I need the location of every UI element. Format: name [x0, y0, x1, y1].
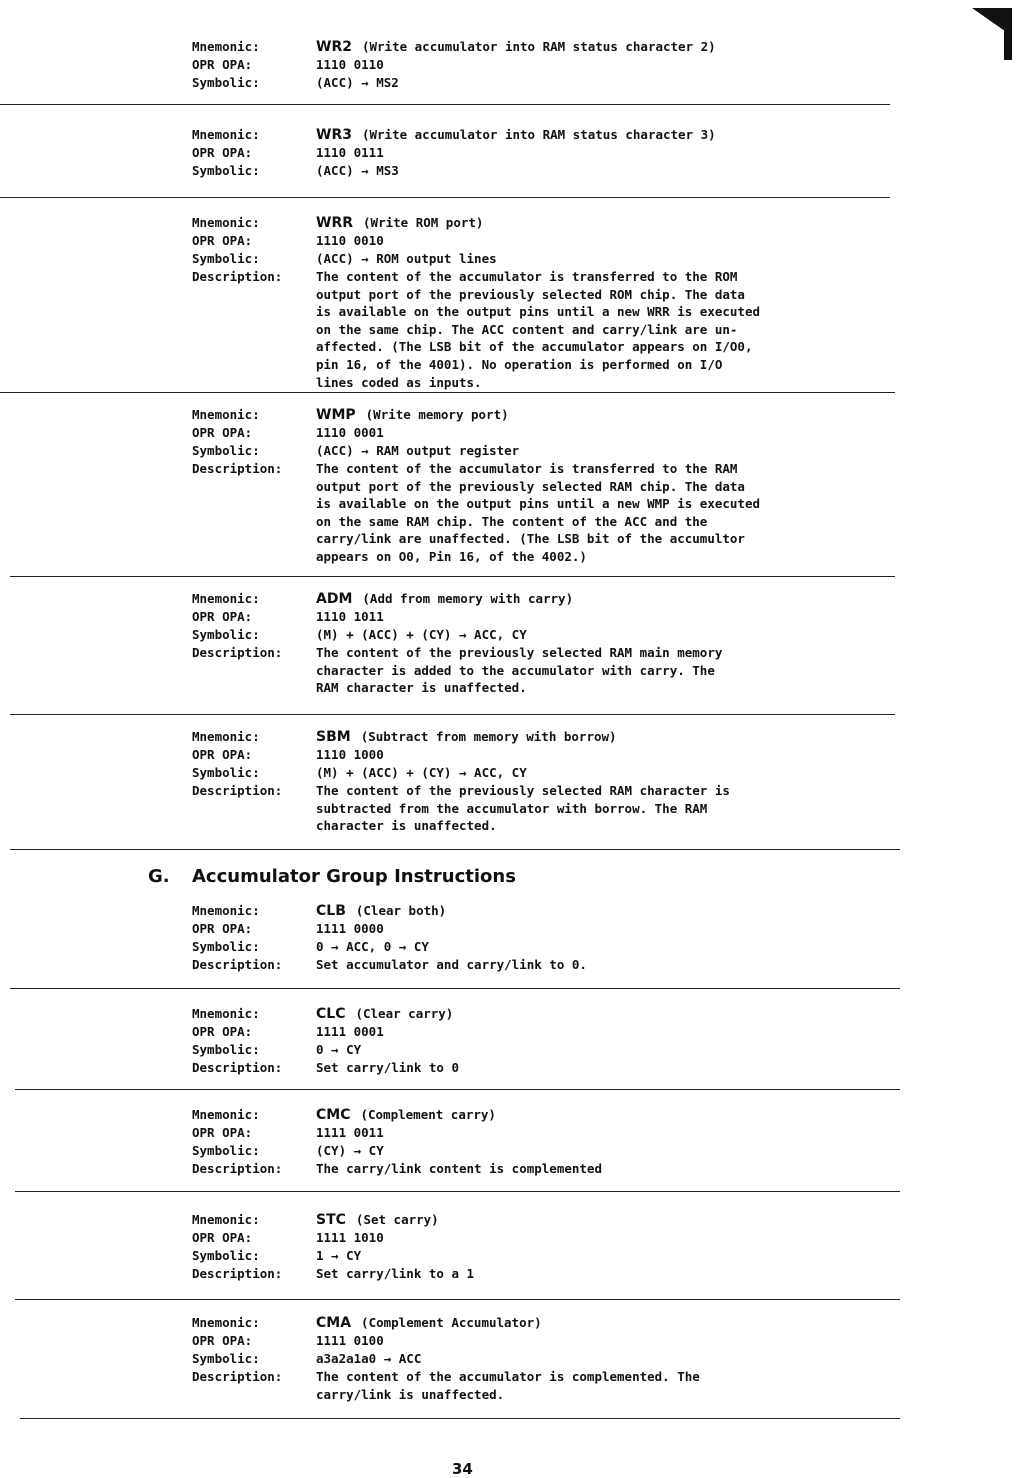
- instruction-entry-stc: [192, 1211, 836, 1283]
- description-text: Set accumulator and carry/link to 0.: [316, 957, 587, 972]
- divider-rule: [0, 392, 895, 393]
- description-text: Set carry/link to 0: [316, 1060, 459, 1075]
- section-letter: G.: [148, 866, 170, 887]
- symbolic-value: (ACC) → RAM output register: [316, 443, 520, 458]
- mnemonic-label: Mnemonic:: [192, 127, 260, 142]
- symbolic-label: Symbolic:: [192, 251, 260, 266]
- description-label: Description:: [192, 1369, 283, 1384]
- opcode-value: 1111 0000: [316, 921, 384, 936]
- mnemonic-label: Mnemonic:: [192, 903, 260, 918]
- opcode-value: 1111 0011: [316, 1125, 384, 1140]
- mnemonic-title: (Write accumulator into RAM status character 3): [361, 127, 716, 142]
- divider-rule: [0, 197, 890, 198]
- symbolic-value: (M) + (ACC) + (CY) → ACC, CY: [316, 765, 527, 780]
- opcode-label: OPR OPA:: [192, 921, 253, 936]
- section-heading: [148, 866, 516, 887]
- description-label: Description:: [192, 957, 283, 972]
- symbolic-label: Symbolic:: [192, 163, 260, 178]
- description-text: The carry/link content is complemented: [316, 1161, 602, 1176]
- divider-rule: [10, 988, 900, 989]
- symbolic-value: (ACC) → ROM output lines: [316, 251, 497, 266]
- description-label: Description:: [192, 461, 283, 476]
- opcode-value: 1110 0111: [316, 145, 384, 160]
- mnemonic-title: (Add from memory with carry): [362, 591, 574, 606]
- symbolic-value: a3a2a1a0 → ACC: [316, 1351, 422, 1366]
- mnemonic-name: WMP: [316, 407, 356, 423]
- divider-rule: [15, 1089, 900, 1090]
- opcode-value: 1111 0001: [316, 1024, 384, 1039]
- symbolic-label: Symbolic:: [192, 1042, 260, 1057]
- divider-rule: [15, 1191, 900, 1192]
- mnemonic-label: Mnemonic:: [192, 591, 260, 606]
- description-text: The content of the previously selected RAM character is subtracted from the accumulator with borrow. The RAM character is unaffected.: [316, 783, 730, 834]
- symbolic-label: Symbolic:: [192, 75, 260, 90]
- opcode-value: 1111 0100: [316, 1333, 384, 1348]
- symbolic-label: Symbolic:: [192, 765, 260, 780]
- mnemonic-name: STC: [316, 1212, 346, 1228]
- divider-rule: [10, 849, 900, 850]
- description-label: Description:: [192, 1161, 283, 1176]
- mnemonic-title: (Subtract from memory with borrow): [360, 729, 617, 744]
- opcode-label: OPR OPA:: [192, 1125, 253, 1140]
- description-text: The content of the accumulator is transferred to the RAM output port of the previously selected RAM chip. The data is available on the output pins until a new WMP is executed on the same RAM chip. The content of the ACC and the carry/link are unaffected. (The LSB bit of the accumultor appears on O0, Pin 16, of the 4002.): [316, 461, 761, 564]
- opcode-value: 1110 1011: [316, 609, 384, 624]
- instruction-entry-wr3: [192, 126, 716, 180]
- opcode-label: OPR OPA:: [192, 233, 253, 248]
- opcode-label: OPR OPA:: [192, 747, 253, 762]
- opcode-value: 1110 1000: [316, 747, 384, 762]
- opcode-label: OPR OPA:: [192, 1024, 253, 1039]
- symbolic-label: Symbolic:: [192, 1248, 260, 1263]
- page-number: 34: [452, 1460, 473, 1478]
- symbolic-value: (CY) → CY: [316, 1143, 384, 1158]
- instruction-entry-wmp: [192, 406, 836, 566]
- symbolic-value: (ACC) → MS2: [316, 75, 399, 90]
- description-text: The content of the previously selected RAM main memory character is added to the accumulator with carry. The RAM character is unaffected.: [316, 645, 723, 696]
- scan-corner-mark-tail: [1004, 20, 1012, 60]
- mnemonic-label: Mnemonic:: [192, 407, 260, 422]
- mnemonic-name: CLC: [316, 1006, 346, 1022]
- mnemonic-name: CMA: [316, 1315, 352, 1331]
- symbolic-value: (M) + (ACC) + (CY) → ACC, CY: [316, 627, 527, 642]
- mnemonic-name: WR3: [316, 127, 352, 143]
- symbolic-value: 0 → CY: [316, 1042, 362, 1057]
- symbolic-label: Symbolic:: [192, 1143, 260, 1158]
- opcode-label: OPR OPA:: [192, 1333, 253, 1348]
- divider-rule: [20, 1418, 900, 1419]
- mnemonic-label: Mnemonic:: [192, 1107, 260, 1122]
- divider-rule: [0, 104, 890, 105]
- mnemonic-label: Mnemonic:: [192, 1212, 260, 1227]
- divider-rule: [10, 576, 895, 577]
- instruction-entry-wr2: [192, 38, 716, 92]
- instruction-entry-sbm: [192, 728, 836, 835]
- mnemonic-title: (Clear both): [355, 903, 447, 918]
- mnemonic-title: (Write ROM port): [363, 215, 484, 230]
- instruction-entry-clb: [192, 902, 836, 974]
- description-label: Description:: [192, 1266, 283, 1281]
- description-label: Description:: [192, 1060, 283, 1075]
- mnemonic-name: WRR: [316, 215, 354, 231]
- mnemonic-label: Mnemonic:: [192, 729, 260, 744]
- description-text: Set carry/link to a 1: [316, 1266, 475, 1281]
- mnemonic-name: SBM: [316, 729, 351, 745]
- mnemonic-title: (Complement Accumulator): [361, 1315, 542, 1330]
- mnemonic-title: (Write accumulator into RAM status character 2): [361, 39, 716, 54]
- opcode-label: OPR OPA:: [192, 609, 253, 624]
- section-title: Accumulator Group Instructions: [192, 866, 516, 887]
- symbolic-value: (ACC) → MS3: [316, 163, 399, 178]
- opcode-label: OPR OPA:: [192, 57, 253, 72]
- mnemonic-name: CLB: [316, 903, 346, 919]
- instruction-entry-wrr: [192, 214, 836, 391]
- opcode-value: 1111 1010: [316, 1230, 384, 1245]
- opcode-value: 1110 0010: [316, 233, 384, 248]
- mnemonic-title: (Write memory port): [365, 407, 509, 422]
- divider-rule: [15, 1299, 900, 1300]
- symbolic-label: Symbolic:: [192, 939, 260, 954]
- opcode-label: OPR OPA:: [192, 1230, 253, 1245]
- instruction-entry-clc: [192, 1005, 836, 1077]
- description-label: Description:: [192, 645, 283, 660]
- mnemonic-name: CMC: [316, 1107, 351, 1123]
- divider-rule: [10, 714, 895, 715]
- mnemonic-title: (Complement carry): [360, 1107, 496, 1122]
- mnemonic-name: ADM: [316, 591, 353, 607]
- mnemonic-name: WR2: [316, 39, 352, 55]
- opcode-value: 1110 0001: [316, 425, 384, 440]
- symbolic-label: Symbolic:: [192, 627, 260, 642]
- mnemonic-label: Mnemonic:: [192, 1315, 260, 1330]
- symbolic-value: 0 → ACC, 0 → CY: [316, 939, 429, 954]
- mnemonic-label: Mnemonic:: [192, 215, 260, 230]
- symbolic-label: Symbolic:: [192, 443, 260, 458]
- mnemonic-title: (Clear carry): [355, 1006, 454, 1021]
- opcode-label: OPR OPA:: [192, 425, 253, 440]
- description-label: Description:: [192, 269, 283, 284]
- description-text: The content of the accumulator is complemented. The carry/link is unaffected.: [316, 1369, 700, 1402]
- mnemonic-label: Mnemonic:: [192, 39, 260, 54]
- instruction-entry-cmc: [192, 1106, 836, 1178]
- opcode-label: OPR OPA:: [192, 145, 253, 160]
- instruction-entry-cma: [192, 1314, 836, 1403]
- symbolic-value: 1 → CY: [316, 1248, 362, 1263]
- mnemonic-label: Mnemonic:: [192, 1006, 260, 1021]
- description-text: The content of the accumulator is transferred to the ROM output port of the previously selected ROM chip. The data is available on the output pins until a new WRR is executed on the same chip. The ACC content and carry/link are un- affected. (The LSB bit of the accumulator appears on I/O0, pin 16, of the 4001). No operation is performed on I/O lines coded as inputs.: [316, 269, 761, 390]
- mnemonic-title: (Set carry): [355, 1212, 439, 1227]
- description-label: Description:: [192, 783, 283, 798]
- instruction-entry-adm: [192, 590, 836, 697]
- opcode-value: 1110 0110: [316, 57, 384, 72]
- symbolic-label: Symbolic:: [192, 1351, 260, 1366]
